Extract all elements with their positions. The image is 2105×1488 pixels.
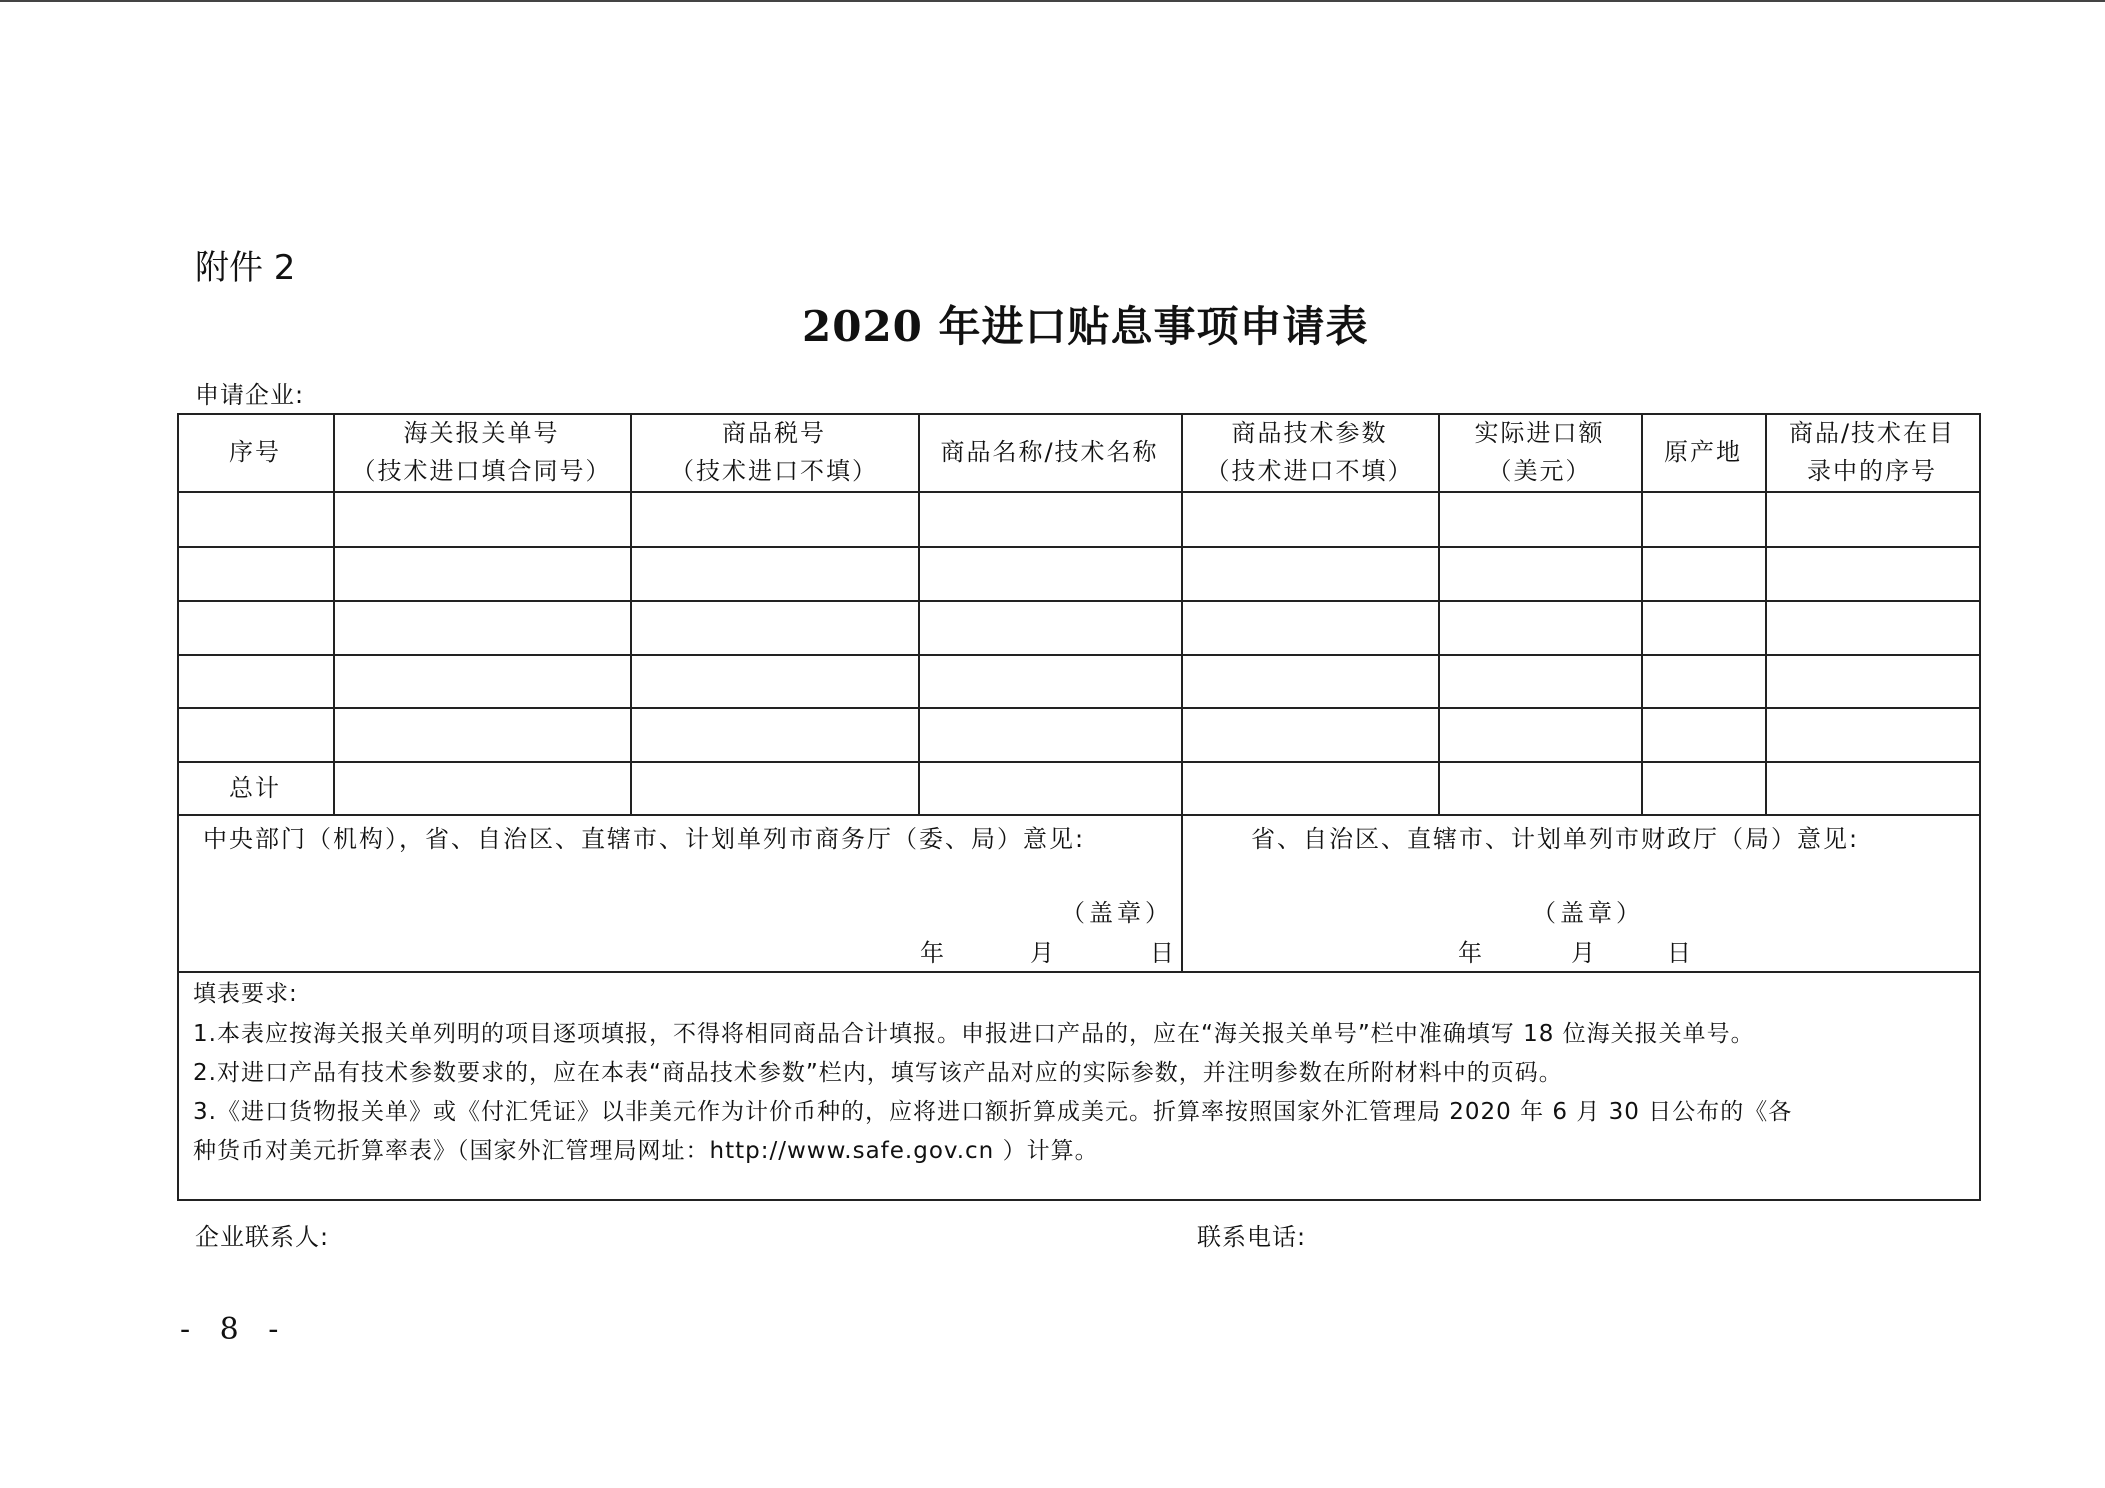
instructions-heading: 填表要求: — [193, 981, 298, 1007]
contact-phone-label: 联系电话: — [1197, 1223, 1307, 1251]
table-border-bottom — [177, 1199, 1981, 1201]
application-form-table — [177, 413, 1981, 1200]
contact-person-label: 企业联系人: — [195, 1223, 330, 1251]
opinion-divider — [177, 971, 1981, 973]
table-row-5[interactable] — [179, 709, 1979, 761]
document-title: 2020 年进口贴息事项申请表 — [802, 302, 1369, 351]
column-header-tariff-code: 商品税号 （技术进口不填） — [670, 419, 878, 485]
commerce-dept-date-year: 年 — [920, 939, 944, 967]
applicant-label: 申请企业: — [195, 381, 305, 409]
table-row-4[interactable] — [179, 656, 1979, 707]
commerce-dept-opinion-title: 中央部门（机构），省、自治区、直辖市、计划单列市商务厅（委、局）意见: — [203, 825, 1086, 853]
commerce-dept-date-day: 日 — [1150, 939, 1174, 967]
total-divider — [177, 814, 1981, 816]
total-row-values[interactable] — [335, 763, 1979, 814]
page-number: - 8 - — [180, 1312, 289, 1347]
column-header-tech-params: 商品技术参数 （技术进口不填） — [1205, 419, 1414, 485]
table-row-1[interactable] — [179, 493, 1979, 546]
top-border-rule — [0, 0, 2105, 2]
column-header-serial: 序号 — [229, 438, 281, 466]
table-border-right — [1979, 413, 1981, 1201]
instruction-line-2: 2.对进口产品有技术参数要求的，应在本表“商品技术参数”栏内，填写该产品对应的实际参数，并注明参数在所附材料中的页码。 — [193, 1060, 1563, 1086]
instruction-line-3: 3.《进口货物报关单》或《付汇凭证》以非美元作为计价币种的，应将进口额折算成美元。折算率按照国家外汇管理局 2020 年 6 月 30 日公布的《各 — [193, 1099, 1793, 1125]
table-row-2[interactable] — [179, 548, 1979, 600]
finance-dept-date-year: 年 — [1458, 939, 1482, 967]
commerce-dept-date-month: 月 — [1030, 939, 1054, 967]
finance-dept-date-month: 月 — [1571, 939, 1595, 967]
commerce-dept-opinion-area[interactable] — [179, 853, 1179, 913]
instruction-line-1: 1.本表应按海关报关单列明的项目逐项填报，不得将相同商品合计填报。申报进口产品的，应在“海关报关单号”栏中准确填写 18 位海关报关单号。 — [193, 1021, 1755, 1047]
finance-dept-opinion-title: 省、自治区、直辖市、计划单列市财政厅（局）意见: — [1251, 825, 1860, 853]
attachment-label: 附件 2 — [195, 248, 296, 288]
finance-dept-stamp-label: （盖章） — [1532, 899, 1644, 927]
commerce-dept-stamp-label: （盖章） — [1061, 899, 1173, 927]
column-header-import-amount: 实际进口额 （美元） — [1474, 419, 1605, 485]
column-header-catalog-serial: 商品/技术在目 录中的序号 — [1788, 419, 1956, 485]
instruction-line-4: 种货币对美元折算率表》（国家外汇管理局网址：http://www.safe.gov.cn ）计算。 — [193, 1138, 1099, 1164]
column-header-origin: 原产地 — [1664, 438, 1742, 466]
finance-dept-date-day: 日 — [1667, 939, 1691, 967]
table-row-3[interactable] — [179, 602, 1979, 654]
total-row-label: 总计 — [229, 773, 281, 802]
column-header-customs-declaration-no: 海关报关单号 （技术进口填合同号） — [351, 419, 612, 485]
column-header-product-name: 商品名称/技术名称 — [940, 438, 1159, 466]
